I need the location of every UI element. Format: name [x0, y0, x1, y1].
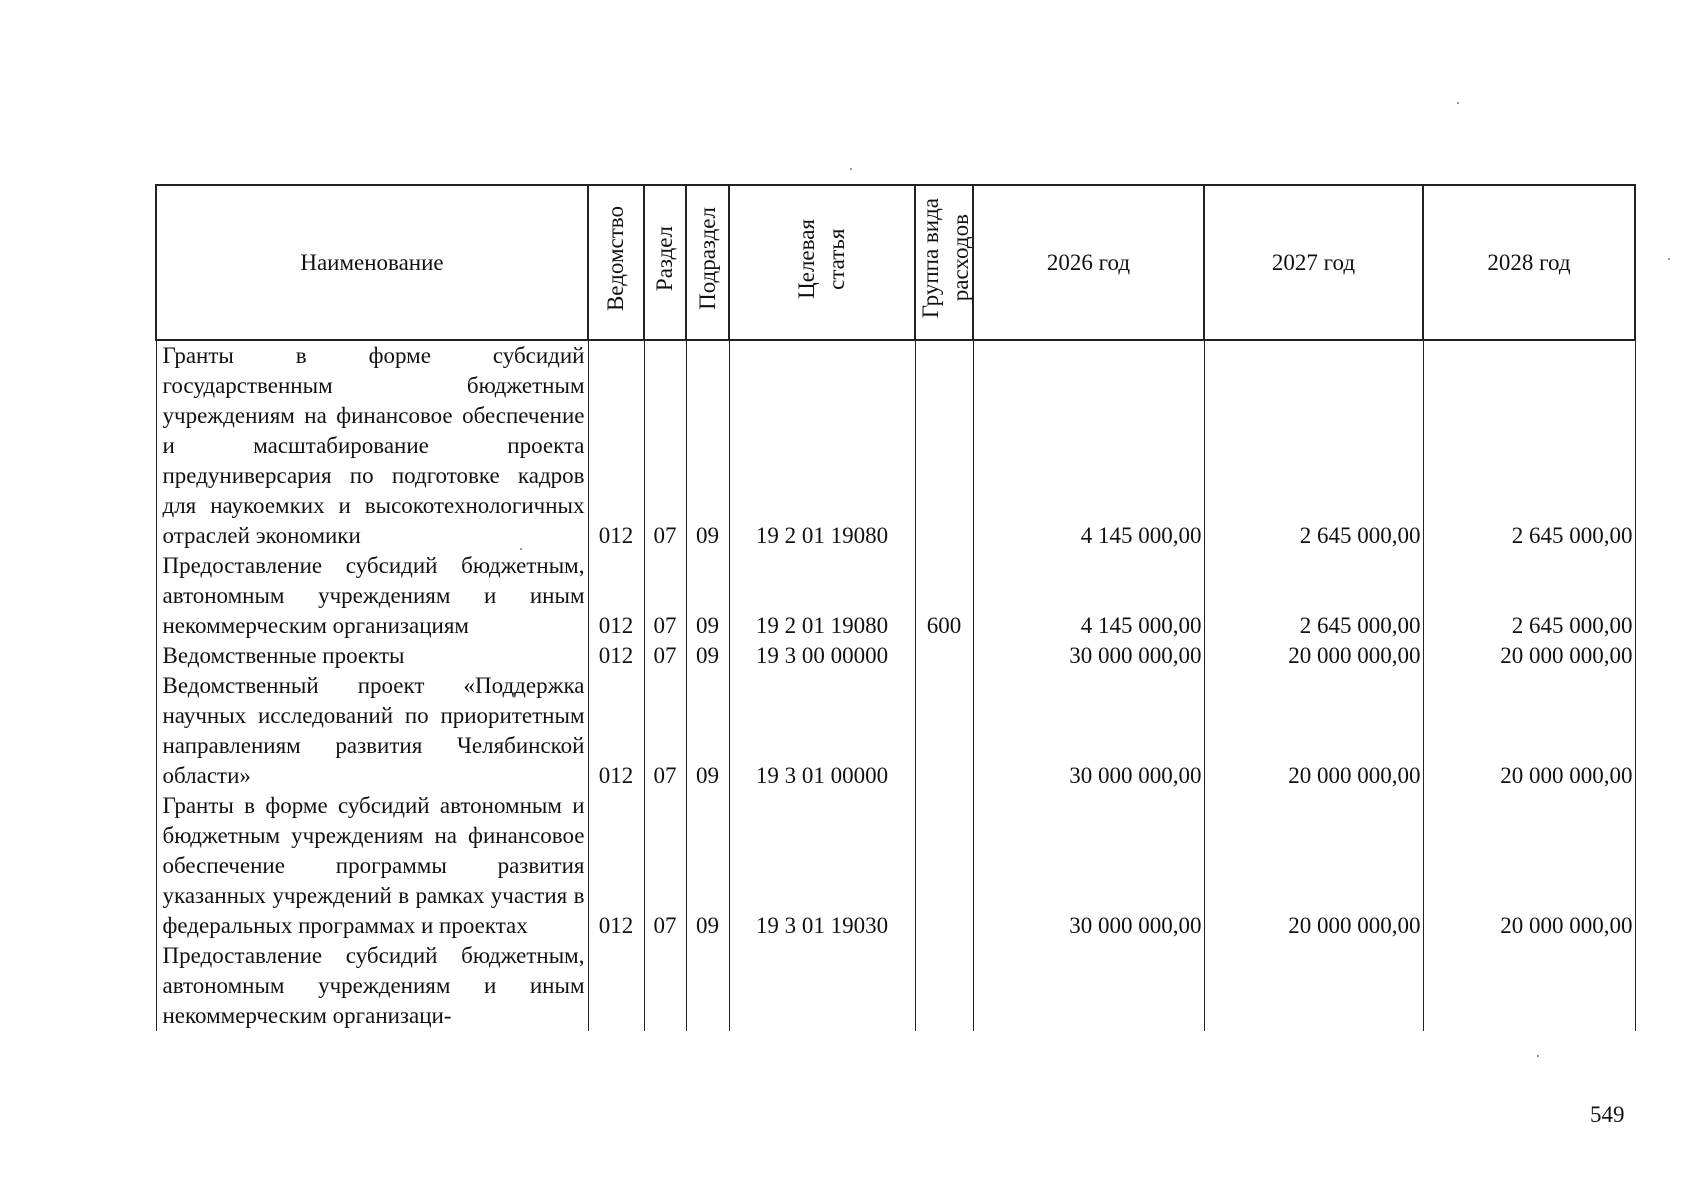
row-amount-2028: 2 645 000,00 — [1423, 551, 1635, 641]
row-amount-2027: 20 000 000,00 — [1204, 671, 1423, 791]
row-section: 07 — [644, 340, 686, 551]
row-amount-2028: 2 645 000,00 — [1423, 340, 1635, 551]
row-section: 07 — [644, 791, 686, 941]
row-amount-2026: 4 145 000,00 — [973, 340, 1204, 551]
row-section — [644, 941, 686, 1031]
row-department: 012 — [588, 671, 644, 791]
table-row — [156, 551, 1635, 641]
row-section: 07 — [644, 551, 686, 641]
row-department: 012 — [588, 791, 644, 941]
row-target-article — [729, 941, 915, 1031]
row-amount-2028: 20 000 000,00 — [1423, 791, 1635, 941]
row-target-article: 19 2 01 19080 — [729, 340, 915, 551]
header-target-article: Целевая статья — [729, 185, 915, 340]
table-header-row — [156, 185, 1635, 340]
row-amount-2026: 30 000 000,00 — [973, 641, 1204, 671]
row-amount-2026: 4 145 000,00 — [973, 551, 1204, 641]
row-target-article: 19 3 00 00000 — [729, 641, 915, 671]
header-expense-group: Группа вида расходов — [915, 185, 973, 340]
scan-speck — [1537, 1055, 1539, 1057]
row-amount-2028: 20 000 000,00 — [1423, 671, 1635, 791]
row-expense-group — [915, 941, 973, 1031]
header-year-2026: 2026 год — [973, 185, 1204, 340]
header-section: Раздел — [644, 185, 686, 340]
budget-table — [155, 184, 1636, 1031]
row-subsection: 09 — [686, 641, 729, 671]
row-amount-2027: 20 000 000,00 — [1204, 791, 1423, 941]
row-name: Гранты в форме субсидий государственным бюджетным учреждениям на финансовое обеспечение и масштабирование проекта предуниверсария по подготовке кадров для наукоемких и высокотехнологичных отраслей экономики — [156, 340, 588, 551]
row-department — [588, 941, 644, 1031]
row-name: Предоставление субсидий бюджетным, автономным учреждениям и иным некоммерческим организациям — [156, 551, 588, 641]
row-department: 012 — [588, 340, 644, 551]
row-amount-2027: 2 645 000,00 — [1204, 551, 1423, 641]
row-expense-group — [915, 671, 973, 791]
row-subsection — [686, 941, 729, 1031]
budget-table-sheet — [155, 184, 1634, 1084]
row-target-article: 19 2 01 19080 — [729, 551, 915, 641]
row-name: Предоставление субсидий бюджетным, автономным учреждениям и иным некоммерческим организаци- — [156, 941, 588, 1031]
row-name: Гранты в форме субсидий автономным и бюджетным учреждениям на финансовое обеспечение программы развития указанных учреждений в рамках участия в федеральных программах и проектах — [156, 791, 588, 941]
row-subsection: 09 — [686, 791, 729, 941]
row-department: 012 — [588, 551, 644, 641]
header-department: Ведомство — [588, 185, 644, 340]
row-amount-2028: 20 000 000,00 — [1423, 641, 1635, 671]
header-year-2028: 2028 год — [1423, 185, 1635, 340]
row-amount-2026: 30 000 000,00 — [973, 671, 1204, 791]
row-amount-2027: 2 645 000,00 — [1204, 340, 1423, 551]
table-row — [156, 340, 1635, 551]
row-subsection: 09 — [686, 340, 729, 551]
row-name: Ведомственный проект «Поддержка научных исследований по приоритетным направлениям развития Челябинской области» — [156, 671, 588, 791]
row-amount-2026: 30 000 000,00 — [973, 791, 1204, 941]
header-year-2027: 2027 год — [1204, 185, 1423, 340]
row-amount-2028 — [1423, 941, 1635, 1031]
row-subsection: 09 — [686, 671, 729, 791]
row-amount-2026 — [973, 941, 1204, 1031]
row-target-article: 19 3 01 19030 — [729, 791, 915, 941]
table-row — [156, 941, 1635, 1031]
row-department: 012 — [588, 641, 644, 671]
row-subsection: 09 — [686, 551, 729, 641]
row-section: 07 — [644, 671, 686, 791]
row-amount-2027: 20 000 000,00 — [1204, 641, 1423, 671]
scan-speck — [520, 548, 522, 550]
row-section: 07 — [644, 641, 686, 671]
table-row — [156, 791, 1635, 941]
scan-speck — [1668, 258, 1670, 260]
page-number: 549 — [1590, 1102, 1625, 1127]
scan-speck — [850, 168, 852, 170]
row-target-article: 19 3 01 00000 — [729, 671, 915, 791]
row-expense-group — [915, 340, 973, 551]
header-name: Наименование — [156, 185, 588, 340]
table-row — [156, 671, 1635, 791]
row-expense-group — [915, 641, 973, 671]
row-name: Ведомственные проекты — [156, 641, 588, 671]
row-amount-2027 — [1204, 941, 1423, 1031]
row-expense-group — [915, 791, 973, 941]
row-expense-group: 600 — [915, 551, 973, 641]
table-row — [156, 641, 1635, 671]
scan-speck — [1457, 102, 1459, 104]
header-subsection: Подраздел — [686, 185, 729, 340]
